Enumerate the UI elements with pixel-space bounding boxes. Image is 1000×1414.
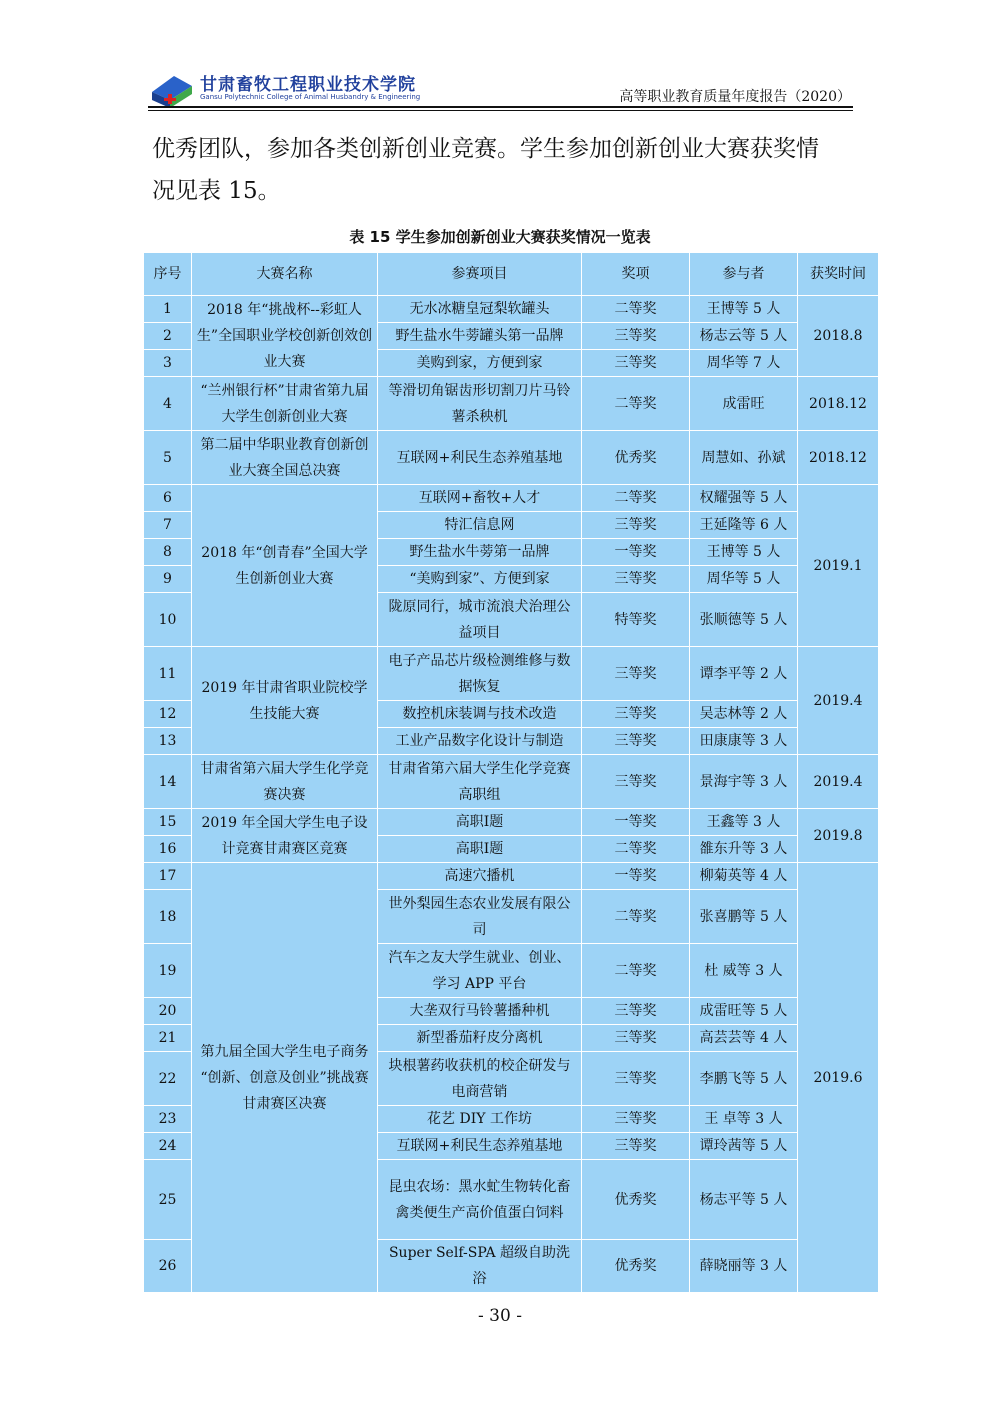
project-name: 工业产品数字化设计与制造 (395, 733, 564, 749)
cell-competition (192, 431, 378, 485)
cell-project (378, 296, 582, 323)
cell-date: 2019.4 (798, 647, 879, 755)
cell-award: 优秀奖 (582, 1240, 690, 1293)
cell-award: 优秀奖 (582, 1160, 690, 1240)
cell-no: 17 (144, 863, 192, 890)
cell-project (378, 323, 582, 350)
cell-award: 三等奖 (582, 512, 690, 539)
table-caption: 表 15 学生参加创新创业大赛获奖情况一览表 (349, 228, 651, 246)
cell-no: 23 (144, 1106, 192, 1133)
cell-award: 三等奖 (582, 350, 690, 377)
cell-award: 三等奖 (582, 647, 690, 701)
cell-competition (192, 755, 378, 809)
cell-participants: 高芸芸等 4 人 (690, 1025, 798, 1052)
header-cell-competition: 大赛名称 (192, 253, 378, 296)
project-name: 美购到家，方便到家 (416, 355, 543, 371)
school-name-cn: 甘肃畜牧工程职业技术学院 (200, 75, 416, 95)
cell-project (378, 1025, 582, 1052)
project-name: 世外梨园生态农业发展有限公司 (388, 895, 571, 938)
cell-project (378, 836, 582, 863)
cell-award: 二等奖 (582, 377, 690, 431)
cell-date: 2018.8 (798, 296, 879, 377)
cell-participants: 杨志云等 5 人 (690, 323, 798, 350)
project-name: Super Self-SPA 超级自助洗浴 (388, 1245, 571, 1287)
project-name: 无水冰糖皇冠梨软罐头 (409, 301, 550, 317)
cell-competition (192, 863, 378, 1293)
project-name: 野生盐水牛蒡罐头第一品牌 (395, 328, 564, 344)
project-name: 花艺 DIY 工作坊 (427, 1111, 532, 1127)
cell-competition (192, 647, 378, 755)
project-name: 大垄双行马铃薯播种机 (409, 1003, 550, 1019)
competition-name: 2018 年“创青春”全国大学生创新创业大赛 (201, 544, 368, 587)
cell-no: 25 (144, 1160, 192, 1240)
cell-participants: 杨志平等 5 人 (690, 1160, 798, 1240)
header-rule-thin (148, 110, 853, 111)
cell-project (378, 512, 582, 539)
cell-date: 2019.4 (798, 755, 879, 809)
table-row (144, 431, 879, 485)
competition-name: 第九届全国大学生电子商务 “创新、创意及创业”挑战赛甘肃赛区决赛 (200, 1043, 369, 1112)
cell-project (378, 539, 582, 566)
cell-award: 二等奖 (582, 836, 690, 863)
table-row (144, 863, 879, 890)
cell-no: 19 (144, 944, 192, 998)
header-cell-participants: 参与者 (690, 253, 798, 296)
body-line-1: 优秀团队，参加各类创新创业竞赛。学生参加创新创业大赛获奖情 (152, 136, 819, 162)
cell-participants: 张喜鹏等 5 人 (690, 890, 798, 944)
project-name: “美购到家”、方便到家 (409, 571, 550, 587)
cell-award: 二等奖 (582, 296, 690, 323)
cell-participants: 柳菊英等 4 人 (690, 863, 798, 890)
cell-award: 一等奖 (582, 539, 690, 566)
cell-competition (192, 485, 378, 647)
cell-no: 6 (144, 485, 192, 512)
cell-project (378, 485, 582, 512)
cell-participants: 周华等 5 人 (690, 566, 798, 593)
cell-competition (192, 296, 378, 377)
cell-project (378, 1160, 582, 1240)
project-name: 互联网+利民生态养殖基地 (396, 449, 563, 466)
cell-participants: 薛晓丽等 3 人 (690, 1240, 798, 1293)
awards-table (143, 252, 879, 1293)
cell-award: 三等奖 (582, 1133, 690, 1160)
cell-participants: 王博等 5 人 (690, 296, 798, 323)
cell-award: 三等奖 (582, 1106, 690, 1133)
cell-participants: 王延隆等 6 人 (690, 512, 798, 539)
cell-participants: 成雷旺 (690, 377, 798, 431)
competition-name: “兰州银行杯”甘肃省第九届大学生创新创业大赛 (200, 382, 369, 425)
cell-date: 2019.6 (798, 863, 879, 1293)
cell-award: 二等奖 (582, 944, 690, 998)
cell-no: 5 (144, 431, 192, 485)
cell-participants: 成雷旺等 5 人 (690, 998, 798, 1025)
header-cell-award: 奖项 (582, 253, 690, 296)
cell-project (378, 944, 582, 998)
table-row (144, 755, 879, 809)
cell-participants: 谭玲茜等 5 人 (690, 1133, 798, 1160)
cell-project (378, 1133, 582, 1160)
table-row (144, 485, 879, 512)
cell-no: 7 (144, 512, 192, 539)
project-name: 新型番茄籽皮分离机 (416, 1030, 543, 1046)
cell-award: 特等奖 (582, 593, 690, 647)
cell-date: 2019.1 (798, 485, 879, 647)
cell-no: 22 (144, 1052, 192, 1106)
cell-project (378, 890, 582, 944)
cell-participants: 雒东升等 3 人 (690, 836, 798, 863)
table-row (144, 296, 879, 323)
cell-no: 13 (144, 728, 192, 755)
cell-project (378, 863, 582, 890)
cell-project (378, 1052, 582, 1106)
cell-project (378, 350, 582, 377)
project-name: 数控机床装调与技术改造 (402, 706, 557, 722)
competition-name: 甘肃省第六届大学生化学竞赛决赛 (200, 760, 369, 803)
cell-date: 2018.12 (798, 377, 879, 431)
cell-participants: 景海宇等 3 人 (690, 755, 798, 809)
header-rule (148, 106, 853, 108)
cell-no: 2 (144, 323, 192, 350)
cell-participants: 杜 威等 3 人 (690, 944, 798, 998)
cell-date: 2019.8 (798, 809, 879, 863)
cell-participants: 周华等 7 人 (690, 350, 798, 377)
cell-no: 18 (144, 890, 192, 944)
competition-name: 2019 年全国大学生电子设计竞赛甘肃赛区竞赛 (201, 814, 368, 857)
cell-participants: 王博等 5 人 (690, 539, 798, 566)
table-row (144, 377, 879, 431)
cell-no: 14 (144, 755, 192, 809)
body-paragraph (152, 128, 852, 212)
cell-project (378, 566, 582, 593)
cell-no: 10 (144, 593, 192, 647)
cell-award: 三等奖 (582, 701, 690, 728)
cell-no: 21 (144, 1025, 192, 1052)
school-name-en: Gansu Polytechnic College of Animal Husbandry & Engineering (200, 93, 421, 101)
cell-award: 三等奖 (582, 323, 690, 350)
report-title: 高等职业教育质量年度报告（2020） (619, 89, 851, 105)
cell-award: 二等奖 (582, 485, 690, 512)
cell-no: 11 (144, 647, 192, 701)
cell-project (378, 728, 582, 755)
cell-award: 三等奖 (582, 728, 690, 755)
competition-name: 2018 年“挑战杯--彩虹人生”全国职业学校创新创效创业大赛 (196, 302, 373, 370)
header-cell-no: 序号 (144, 253, 192, 296)
cell-participants: 吴志林等 2 人 (690, 701, 798, 728)
competition-name: 第二届中华职业教育创新创业大赛全国总决赛 (200, 436, 369, 479)
cell-project (378, 1240, 582, 1293)
cell-participants: 王鑫等 3 人 (690, 809, 798, 836)
cell-no: 12 (144, 701, 192, 728)
project-name: 汽车之友大学生就业、创业、学习 APP 平台 (388, 949, 571, 992)
cell-participants: 谭李平等 2 人 (690, 647, 798, 701)
cell-award: 三等奖 (582, 566, 690, 593)
table-header-row (144, 253, 879, 296)
project-name: 互联网+畜牧+人才 (418, 490, 541, 506)
cell-competition (192, 377, 378, 431)
cell-no: 24 (144, 1133, 192, 1160)
cell-project (378, 701, 582, 728)
project-name: 陇原同行，城市流浪犬治理公益项目 (388, 598, 571, 641)
cell-project (378, 431, 582, 485)
body-line-2: 况见表 15。 (152, 178, 281, 204)
cell-award: 三等奖 (582, 1052, 690, 1106)
cell-no: 16 (144, 836, 192, 863)
school-logo-icon (148, 70, 194, 110)
competition-name: 2019 年甘肃省职业院校学生技能大赛 (201, 679, 368, 722)
project-name: 高职Ⅰ题 (455, 814, 504, 830)
cell-no: 3 (144, 350, 192, 377)
header-cell-project: 参赛项目 (378, 253, 582, 296)
project-name: 互联网+利民生态养殖基地 (396, 1138, 563, 1154)
cell-award: 三等奖 (582, 1025, 690, 1052)
cell-project (378, 593, 582, 647)
cell-project (378, 1106, 582, 1133)
cell-no: 15 (144, 809, 192, 836)
cell-participants: 权耀强等 5 人 (690, 485, 798, 512)
project-name: 等滑切角锯齿形切割刀片马铃薯杀秧机 (388, 382, 571, 425)
table-row (144, 809, 879, 836)
cell-project (378, 998, 582, 1025)
cell-no: 8 (144, 539, 192, 566)
project-name: 野生盐水牛蒡第一品牌 (409, 544, 550, 560)
cell-participants: 张顺德等 5 人 (690, 593, 798, 647)
cell-competition (192, 809, 378, 863)
cell-no: 4 (144, 377, 192, 431)
cell-date: 2018.12 (798, 431, 879, 485)
page-header (148, 62, 853, 108)
project-name: 昆虫农场：黑水虻生物转化畜禽类便生产高价值蛋白饲料 (388, 1178, 571, 1221)
cell-award: 优秀奖 (582, 431, 690, 485)
project-name: 甘肃省第六届大学生化学竞赛高职组 (388, 760, 571, 803)
table-row (144, 647, 879, 701)
cell-participants: 李鹏飞等 5 人 (690, 1052, 798, 1106)
project-name: 块根薯药收获机的校企研发与电商营销 (388, 1057, 571, 1100)
cell-award: 一等奖 (582, 863, 690, 890)
cell-no: 26 (144, 1240, 192, 1293)
cell-no: 20 (144, 998, 192, 1025)
cell-award: 一等奖 (582, 809, 690, 836)
project-name: 特汇信息网 (444, 517, 515, 533)
cell-participants: 田康康等 3 人 (690, 728, 798, 755)
cell-award: 三等奖 (582, 998, 690, 1025)
cell-award: 二等奖 (582, 890, 690, 944)
cell-award: 三等奖 (582, 755, 690, 809)
project-name: 电子产品芯片级检测维修与数据恢复 (388, 652, 571, 695)
cell-no: 9 (144, 566, 192, 593)
cell-project (378, 755, 582, 809)
project-name: 高速穴播机 (444, 868, 515, 884)
cell-participants: 王 卓等 3 人 (690, 1106, 798, 1133)
page-number: - 30 - (478, 1306, 522, 1326)
project-name: 高职Ⅰ题 (455, 841, 504, 857)
cell-project (378, 647, 582, 701)
cell-no: 1 (144, 296, 192, 323)
cell-project (378, 809, 582, 836)
cell-project (378, 377, 582, 431)
cell-participants: 周慧如、孙斌 (690, 431, 798, 485)
header-cell-date: 获奖时间 (798, 253, 879, 296)
